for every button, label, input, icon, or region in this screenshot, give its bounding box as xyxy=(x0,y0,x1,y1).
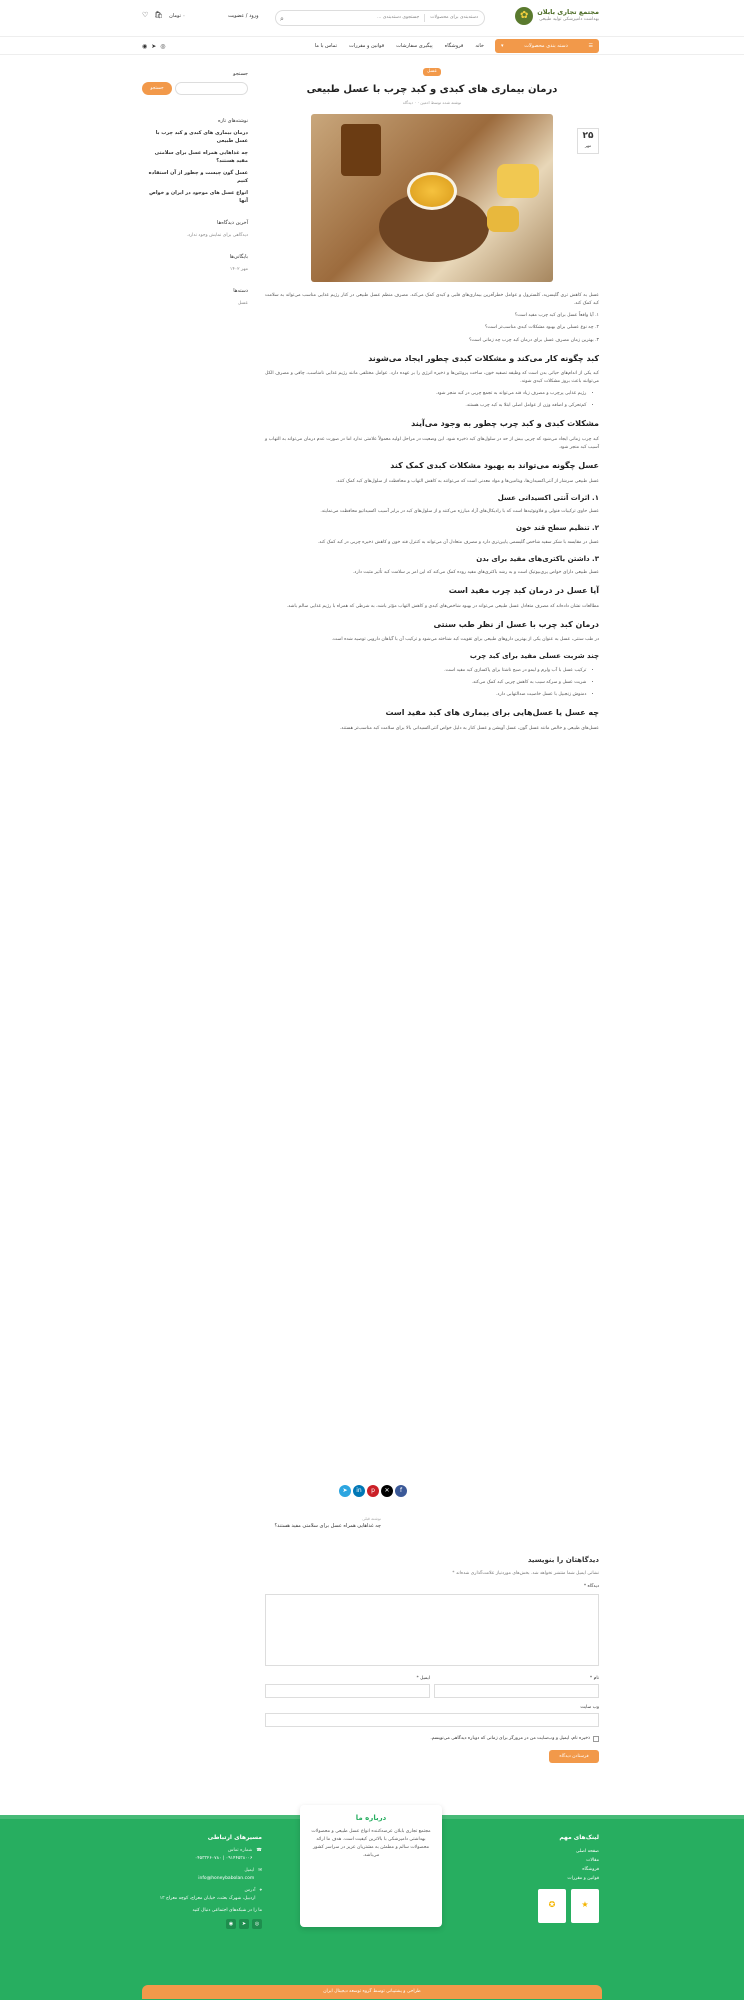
contact-title: مسیرهای ارتباطی xyxy=(207,1834,262,1841)
search-bar[interactable] xyxy=(275,10,485,26)
name-label: نام * xyxy=(589,1675,599,1681)
search-input[interactable]: جستجوی دسته‌بندی ... xyxy=(377,15,420,21)
bullet-list xyxy=(265,390,599,410)
nav-item-home[interactable]: خانه xyxy=(475,43,484,49)
bullet-list xyxy=(265,667,599,699)
about-text: مجتمع تجاری بابلان عرضه‌کننده انواع عسل طبیعی و محصولات بهداشتی دامپزشکی با بالاترین کیفیت است. هدف ما ارائه محصولات سالم و مطمئن به مشتریان عزیز در سراسر کشور می‌باشد. xyxy=(311,1829,431,1858)
menu-icon: ☰ xyxy=(588,43,593,49)
bee-logo-icon: ✿ xyxy=(515,7,533,25)
sidebar xyxy=(142,70,248,308)
whatsapp-icon[interactable]: ◉ xyxy=(226,1919,236,1929)
featured-image xyxy=(311,114,553,282)
chevron-down-icon: ▾ xyxy=(501,43,504,49)
archive-link[interactable]: مهر ۱۴۰۲ xyxy=(229,267,248,273)
comment-form xyxy=(265,1555,599,1763)
name-field[interactable] xyxy=(434,1684,599,1698)
recent-post-link[interactable]: انواع عسل های موجود در ایران و خواص آنها xyxy=(149,190,248,204)
paragraph: کبد یکی از اندام‌های حیاتی بدن است که وظیفه تصفیه خون، ساخت پروتئین‌ها و ذخیره انرژی را بر عهده دارد. عوامل مختلفی مانند رژیم غذایی نامناسب، چاقی و مصرف الکل می‌توانند باعث بروز مشکلات کبدی شوند. xyxy=(265,371,599,385)
paragraph: عسل‌های طبیعی و خالص مانند عسل گون، عسل آویشن و عسل کنار به دلیل خواص آنتی‌اکسیدانی بالا برای سلامت کبد مناسب‌تر هستند. xyxy=(339,725,599,731)
article-title: درمان بیماری های کبدی و کبد چرب با عسل طبیعی xyxy=(306,84,558,95)
footer-link[interactable]: فروشگاه xyxy=(582,1866,599,1872)
main-nav xyxy=(0,37,744,55)
paragraph: عسل در مقایسه با شکر سفید شاخص گلیسمی پایین‌تری دارد و مصرف متعادل آن می‌تواند به کنترل قند خون و کاهش ذخیره چربی در کبد کمک کند. xyxy=(317,539,599,545)
footer-link[interactable]: صفحه اصلی xyxy=(575,1848,599,1854)
site-logo[interactable] xyxy=(515,7,599,25)
article-meta: نوشته شده توسط ادمین · ۰ دیدگاه xyxy=(402,100,462,105)
paragraph: عسل طبیعی دارای خواص پری‌بیوتیک است و به رشد باکتری‌های مفید روده کمک می‌کند که این امر بر سلامت کبد تأثیر مثبت دارد. xyxy=(352,569,599,575)
list-item: • دمنوش زنجبیل با عسل خاصیت ضدالتهابی دارد. xyxy=(265,691,593,699)
subsection-heading: ۳. داشتن باکتری‌های مفید برای بدن xyxy=(476,554,599,563)
trust-badges xyxy=(479,1889,599,1923)
footer-links-title: لینک‌های مهم xyxy=(559,1834,599,1841)
phone-label: شماره تماس xyxy=(227,1847,253,1853)
sidebar-search-button[interactable]: جستجو xyxy=(142,82,172,95)
footer-link[interactable]: قوانین و مقررات xyxy=(567,1875,599,1881)
email-address[interactable]: info@honeybabolan.com xyxy=(198,1875,255,1881)
enamad-badge-icon[interactable]: ★ xyxy=(571,1889,599,1923)
recent-posts-title: نوشته‌های تازه xyxy=(218,118,248,124)
comment-note: نشانی ایمیل شما منتشر نخواهد شد. بخش‌های موردنیاز علامت‌گذاری شده‌اند * xyxy=(452,1571,599,1577)
nav-item-rules[interactable]: قوانین و مقررات xyxy=(348,43,385,49)
previous-post-link[interactable] xyxy=(261,1516,381,1530)
list-item: • کم‌تحرکی و اضافه وزن از عوامل اصلی ابتلا به کبد چرب هستند. xyxy=(265,402,593,410)
no-comments-text: دیدگاهی برای نمایش وجود ندارد. xyxy=(186,233,248,238)
facebook-icon[interactable]: f xyxy=(395,1485,407,1497)
article xyxy=(265,68,599,737)
subsection-heading: ۱. اثرات آنتی اکسیدانی عسل xyxy=(497,494,599,503)
list-item: • رژیم غذایی پرچرب و مصرف زیاد قند می‌تواند به تجمع چربی در کبد منجر شود. xyxy=(265,390,593,398)
paragraph: ۳. بهترین زمان مصرف عسل برای درمان کبد چرب چه زمانی است؟ xyxy=(468,337,599,343)
name-field-wrap xyxy=(434,1669,599,1698)
email-field[interactable] xyxy=(265,1684,430,1698)
footer-link-list xyxy=(479,1847,599,1883)
whatsapp-icon[interactable]: ◉ xyxy=(142,43,148,50)
category-badge[interactable]: عسل xyxy=(423,68,441,76)
social-title: ما را در شبکه‌های اجتماعی دنبال کنید xyxy=(192,1908,262,1914)
categories-label: دسته بندی محصولات xyxy=(524,43,568,49)
footer-link[interactable]: مقالات xyxy=(586,1857,599,1863)
logo-title: مجتمع تجاری بابلان xyxy=(537,7,599,16)
location-icon: ⌖ xyxy=(259,1887,262,1893)
previous-post-title: چه غذاهایی همراه عسل برای سلامتی مفید هستند؟ xyxy=(274,1523,381,1530)
section-heading: چه عسل یا عسل‌هایی برای بیماری های کبد مفید است xyxy=(385,707,599,717)
date-badge xyxy=(577,128,599,154)
section-heading: مشکلات کبدی و کبد چرب چطور به وجود می‌آیند xyxy=(411,419,599,429)
nav-item-shop[interactable]: فروشگاه xyxy=(444,43,464,49)
submit-comment-button[interactable]: فرستادن دیدگاه xyxy=(549,1750,599,1763)
paragraph: عسل به کاهش تری گلیسرید، کلسترول و عوامل خطرآفرین بیماری‌های قلبی و کبدی کمک می‌کند. مصرف منظم عسل طبیعی در کنار رژیم غذایی مناسب می‌تواند به سلامت کبد کمک کند. xyxy=(265,293,599,307)
instagram-icon[interactable]: ◎ xyxy=(252,1919,262,1929)
recent-comments-title: آخرین دیدگاه‌ها xyxy=(217,220,248,226)
comment-form-title: دیدگاهتان را بنویسید xyxy=(527,1556,599,1564)
share-buttons xyxy=(339,1485,407,1497)
email-label: ایمیل xyxy=(244,1867,255,1873)
paragraph: ۲. چه نوع عسلی برای بهبود مشکلات کبدی مناسب‌تر است؟ xyxy=(484,325,599,331)
header-actions xyxy=(142,10,185,21)
list-item: • شربت عسل و سرکه سیب به کاهش چربی کبد کمک می‌کند. xyxy=(265,679,593,687)
pinterest-icon[interactable]: p xyxy=(367,1485,379,1497)
email-row xyxy=(142,1867,262,1883)
copyright-bar: طراحی و پشتیبانی توسط گروه توسعه دیجیتال ایران xyxy=(142,1985,602,1999)
section-heading: کبد چگونه کار می‌کند و مشکلات کبدی چطور ایجاد می‌شوند xyxy=(368,353,599,363)
nav-item-contact[interactable]: تماس با ما xyxy=(314,43,337,49)
instagram-icon[interactable]: ◎ xyxy=(160,43,166,50)
paragraph: عسل حاوی ترکیبات فنولی و فلاونوئیدها است که با رادیکال‌های آزاد مبارزه می‌کنند و از سلول‌های کبد در برابر آسیب اکسیداتیو محافظت می‌نمایند. xyxy=(320,509,599,515)
category-link[interactable]: عسل xyxy=(237,301,248,307)
cart-price: ۰ تومان xyxy=(169,12,186,19)
email-field-wrap xyxy=(265,1669,430,1698)
paragraph: عسل طبیعی سرشار از آنتی‌اکسیدان‌ها، ویتامین‌ها و مواد معدنی است که می‌توانند به کاهش التهاب و محافظت از سلول‌های کبد کمک کنند. xyxy=(335,479,599,485)
phone-icon: ☎ xyxy=(256,1847,262,1853)
search-category-select[interactable]: دسته‌بندی برای محصولات xyxy=(424,14,478,21)
paragraph: ۱. آیا واقعاً عسل برای کبد چرب مفید است؟ xyxy=(514,313,599,319)
categories-title: دسته‌ها xyxy=(233,288,248,295)
linkedin-icon[interactable]: in xyxy=(353,1485,365,1497)
phone-row xyxy=(142,1847,262,1863)
wishlist-icon[interactable]: ♡ xyxy=(142,11,149,19)
subsection-heading: ۲. تنظیم سطح قند خون xyxy=(516,524,599,533)
telegram-icon[interactable]: ➤ xyxy=(339,1485,351,1497)
x-icon[interactable]: ✕ xyxy=(381,1485,393,1497)
sidebar-search xyxy=(142,82,248,95)
nav-menu xyxy=(315,42,484,50)
save-info-checkbox-row xyxy=(265,1735,599,1742)
social-row xyxy=(142,1907,262,1915)
article-body xyxy=(265,292,599,732)
honeycomb xyxy=(487,206,519,232)
website-field[interactable] xyxy=(265,1713,599,1727)
honeycomb xyxy=(497,164,539,198)
paragraph: مطالعات نشان داده‌اند که مصرف متعادل عسل طبیعی می‌تواند در بهبود شاخص‌های کبدی و کاهش التهاب مؤثر باشد، به شرطی که همراه با رژیم غذایی سالم باشد. xyxy=(286,603,599,609)
about-card xyxy=(300,1805,442,1927)
subsection-heading: چند شربت عسلی مفید برای کبد چرب xyxy=(469,652,599,661)
search-icon[interactable]: ⌕ xyxy=(280,15,284,23)
paragraph: در طب سنتی، عسل به عنوان یکی از بهترین داروهای طبیعی برای تقویت کبد شناخته می‌شود و ترکیب آن با گیاهان دارویی توصیه شده است. xyxy=(331,637,599,643)
section-heading: آیا عسل در درمان کبد چرب مفید است xyxy=(448,585,599,595)
footer-links xyxy=(479,1833,599,1923)
address-row xyxy=(142,1887,262,1903)
header-social xyxy=(142,42,166,52)
email-label: ایمیل * xyxy=(416,1675,430,1681)
recent-post-link[interactable]: عسل گون چیست و چطور از آن استفاده کنیم xyxy=(148,170,248,184)
previous-post-label: نوشته قبلی xyxy=(362,1516,381,1521)
sidebar-search-input[interactable] xyxy=(175,82,248,95)
address-text: اردبیل، شهرک بعثت، خیابان معراج، کوچه معراج ۱۳ xyxy=(159,1896,256,1902)
archives-title: بایگانی‌ها xyxy=(229,254,248,261)
footer-contact xyxy=(142,1833,262,1929)
website-label: وب سایت xyxy=(580,1704,599,1710)
top-header xyxy=(0,0,744,37)
section-heading: عسل چگونه می‌تواند به بهبود مشکلات کبدی کمک کند xyxy=(390,461,599,471)
recent-post-link[interactable]: چه غذاهایی همراه عسل برای سلامتی مفید هستند؟ xyxy=(154,150,248,164)
about-title: درباره ما xyxy=(355,1814,387,1822)
save-info-checkbox[interactable] xyxy=(593,1736,599,1742)
list-item: • ترکیب عسل با آب ولرم و لیمو در صبح ناشتا برای پاکسازی کبد مفید است. xyxy=(265,667,593,675)
site-footer xyxy=(0,1815,744,2000)
cart-icon[interactable]: 🛍 xyxy=(154,11,164,19)
save-info-label: ذخیره نام، ایمیل و وب‌سایت من در مرورگر برای زمانی که دوباره دیدگاهی می‌نویسم. xyxy=(430,1735,590,1741)
date-month: مهر xyxy=(584,143,592,148)
comment-textarea[interactable] xyxy=(265,1594,599,1666)
comment-label: دیدگاه * xyxy=(583,1584,599,1590)
address-label: آدرس xyxy=(244,1887,256,1893)
categories-button[interactable] xyxy=(495,39,599,53)
telegram-icon[interactable]: ➤ xyxy=(239,1919,249,1929)
paragraph: کبد چرب زمانی ایجاد می‌شود که چربی بیش از حد در سلول‌های کبد ذخیره شود. این وضعیت در مراحل اولیه معمولاً علامتی ندارد اما در صورت عدم درمان می‌تواند به التهاب و آسیب کبد منجر شود. xyxy=(265,437,599,451)
footer-social xyxy=(142,1919,262,1929)
login-link[interactable]: ورود / عضویت xyxy=(228,13,259,19)
name-email-row xyxy=(265,1669,599,1698)
nav-item-order-tracking[interactable]: پیگیری سفارشات xyxy=(396,43,433,49)
honey-jar xyxy=(341,124,381,176)
recent-post-link[interactable]: درمان بیماری های کبدی و کبد چرب با عسل طبیعی xyxy=(155,130,248,144)
logo-subtitle: بهداشت دامپزشکی تولید طبیعی xyxy=(539,17,599,23)
samandehi-badge-icon[interactable]: ✪ xyxy=(538,1889,566,1923)
section-heading: درمان کبد چرب با عسل از نظر طب سنتی xyxy=(433,619,599,629)
email-icon: ✉ xyxy=(258,1867,262,1873)
sidebar-search-title: جستجو xyxy=(233,71,248,77)
phone-number[interactable]: ۰۹۱۴۴۵۳۸۰۰۶ | ۰۴۵۳۳۲۶۰۷۸۰ xyxy=(194,1855,253,1861)
telegram-icon[interactable]: ➤ xyxy=(151,43,157,50)
date-day: ۲۵ xyxy=(582,131,594,141)
